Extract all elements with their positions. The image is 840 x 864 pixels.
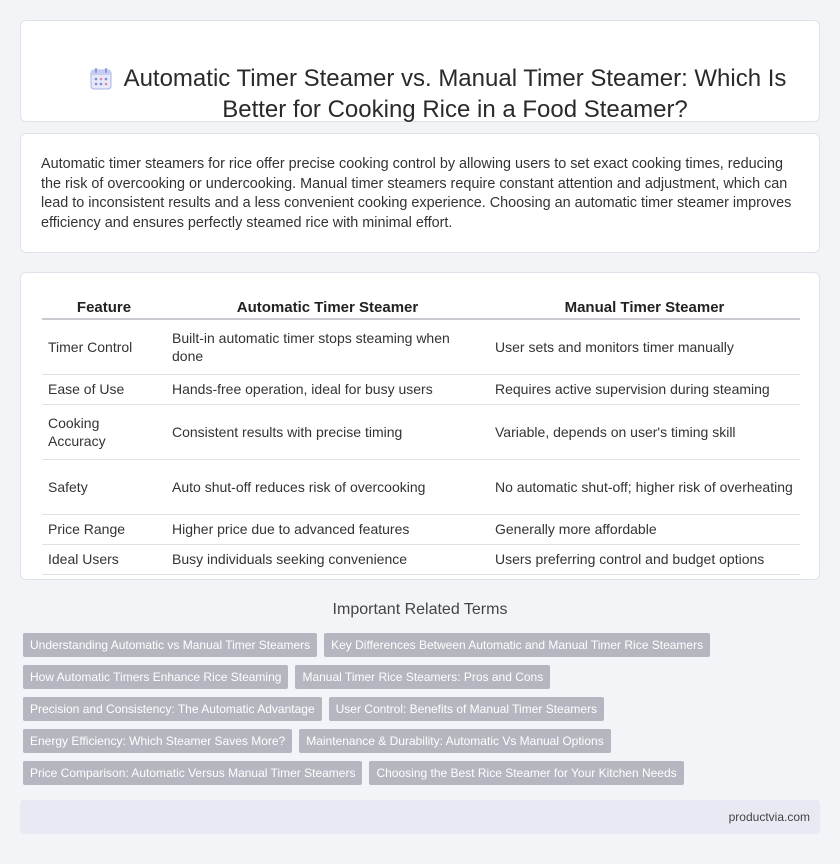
manual-cell: Requires active supervision during steaming xyxy=(489,374,800,404)
table-row xyxy=(42,459,800,514)
automatic-cell: Higher price due to advanced features xyxy=(166,514,489,544)
manual-cell: No automatic shut-off; higher risk of overheating xyxy=(489,459,800,514)
related-term-link[interactable]: Key Differences Between Automatic and Manual Timer Rice Steamers xyxy=(324,633,710,657)
intro-paragraph: Automatic timer steamers for rice offer precise cooking control by allowing users to set exact cooking times, reducing the risk of overcooking or undercooking. Manual timer steamers require constant attention and adjustment, which can lead to inconsistent results and a less convenient cooking experience. Choosing an automatic timer steamer improves efficiency and ensures perfectly steamed rice with minimal effort. xyxy=(41,156,792,231)
automatic-cell: Hands-free operation, ideal for busy users xyxy=(166,374,489,404)
comparison-table xyxy=(42,295,800,575)
related-term-link[interactable]: How Automatic Timers Enhance Rice Steaming xyxy=(23,665,288,689)
related-term-link[interactable]: Precision and Consistency: The Automatic Advantage xyxy=(23,697,322,721)
related-term-link[interactable]: Choosing the Best Rice Steamer for Your Kitchen Needs xyxy=(369,761,683,785)
feature-cell: Ease of Use xyxy=(42,374,166,404)
automatic-cell: Built-in automatic timer stops steaming when done xyxy=(166,319,489,374)
related-term-link[interactable]: Manual Timer Rice Steamers: Pros and Cons xyxy=(295,665,550,689)
table-row xyxy=(42,374,800,404)
table-row xyxy=(42,404,800,459)
automatic-cell: Busy individuals seeking convenience xyxy=(166,544,489,574)
tag-row xyxy=(23,665,823,697)
footer xyxy=(20,800,820,834)
title-card xyxy=(20,20,820,122)
related-terms-list xyxy=(23,633,823,793)
table-row xyxy=(42,319,800,374)
feature-cell: Safety xyxy=(42,459,166,514)
manual-cell: Generally more affordable xyxy=(489,514,800,544)
tag-row xyxy=(23,729,823,761)
automatic-cell: Auto shut-off reduces risk of overcooking xyxy=(166,459,489,514)
related-term-link[interactable]: Energy Efficiency: Which Steamer Saves More? xyxy=(23,729,292,753)
table-row xyxy=(42,514,800,544)
tag-row xyxy=(23,761,823,793)
tag-row xyxy=(23,697,823,729)
related-term-link[interactable]: Maintenance & Durability: Automatic Vs Manual Options xyxy=(299,729,610,753)
feature-cell: Ideal Users xyxy=(42,544,166,574)
feature-cell: Timer Control xyxy=(42,319,166,374)
manual-cell: User sets and monitors timer manually xyxy=(489,319,800,374)
intro-card xyxy=(20,133,820,253)
header-feature: Feature xyxy=(42,295,166,319)
automatic-cell: Consistent results with precise timing xyxy=(166,404,489,459)
footer-site-link[interactable]: productvia.com xyxy=(728,810,810,824)
related-term-link[interactable]: Understanding Automatic vs Manual Timer Steamers xyxy=(23,633,317,657)
manual-cell: Variable, depends on user's timing skill xyxy=(489,404,800,459)
page-title: Automatic Timer Steamer vs. Manual Timer Steamer: Which Is Better for Cooking Rice in a Food Steamer? xyxy=(123,65,787,123)
tag-row xyxy=(23,633,823,665)
related-term-link[interactable]: User Control: Benefits of Manual Timer Steamers xyxy=(329,697,604,721)
header-automatic: Automatic Timer Steamer xyxy=(166,295,489,319)
manual-cell: Users preferring control and budget options xyxy=(489,544,800,574)
header-manual: Manual Timer Steamer xyxy=(489,295,800,319)
related-term-link[interactable]: Price Comparison: Automatic Versus Manual Timer Steamers xyxy=(23,761,362,785)
feature-cell: Cooking Accuracy xyxy=(42,404,166,459)
comparison-card xyxy=(20,272,820,580)
table-row xyxy=(42,544,800,574)
calendar-grid-icon xyxy=(89,67,113,91)
feature-cell: Price Range xyxy=(42,514,166,544)
related-terms-heading: Important Related Terms xyxy=(332,601,508,618)
table-header-row xyxy=(42,295,800,319)
